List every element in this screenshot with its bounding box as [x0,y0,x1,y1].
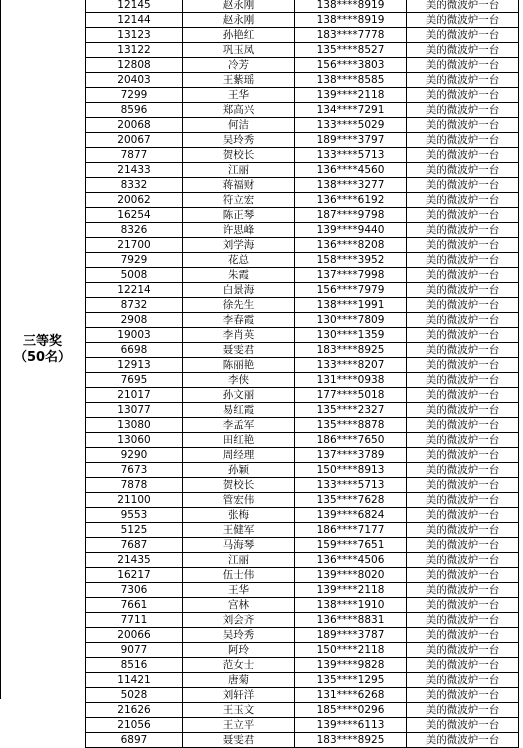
winner-name-cell: 阿玲 [183,643,295,658]
table-row [86,193,519,208]
winner-name-cell: 陈正琴 [183,208,295,223]
winner-id-cell: 9077 [86,643,183,658]
winner-name-cell: 吴玲秀 [183,628,295,643]
winner-name-cell: 王立平 [183,718,295,733]
prize-count: （50名） [13,349,72,365]
table-row [86,178,519,193]
table-row [86,328,519,343]
winner-prize-cell: 美的微波炉一台 [407,0,519,13]
winner-prize-cell: 美的微波炉一台 [407,283,519,298]
winner-prize-cell: 美的微波炉一台 [407,433,519,448]
winner-name-cell: 何洁 [183,118,295,133]
winner-prize-cell: 美的微波炉一台 [407,673,519,688]
winner-id-cell: 19003 [86,328,183,343]
winner-phone-cell: 137****3789 [295,448,407,463]
winner-name-cell: 田红艳 [183,433,295,448]
winner-name-cell: 贺校长 [183,478,295,493]
table-row [86,253,519,268]
winner-prize-cell: 美的微波炉一台 [407,88,519,103]
table-row [86,358,519,373]
winner-prize-cell: 美的微波炉一台 [407,358,519,373]
winner-id-cell: 7878 [86,478,183,493]
winner-prize-cell: 美的微波炉一台 [407,598,519,613]
winner-phone-cell: 138****3277 [295,178,407,193]
winner-id-cell: 13077 [86,403,183,418]
winner-prize-cell: 美的微波炉一台 [407,568,519,583]
winner-name-cell: 易红霞 [183,403,295,418]
winner-id-cell: 8596 [86,103,183,118]
winner-phone-cell: 131****0938 [295,373,407,388]
winner-id-cell: 8516 [86,658,183,673]
table-row [86,223,519,238]
winner-prize-cell: 美的微波炉一台 [407,448,519,463]
winner-id-cell: 13123 [86,28,183,43]
winner-prize-cell: 美的微波炉一台 [407,13,519,28]
winner-id-cell: 20062 [86,193,183,208]
table-row [86,298,519,313]
winner-prize-cell: 美的微波炉一台 [407,28,519,43]
winner-phone-cell: 136****4506 [295,553,407,568]
winner-phone-cell: 139****2118 [295,88,407,103]
winner-phone-cell: 139****6113 [295,718,407,733]
table-row [86,0,519,13]
winner-name-cell: 冷芳 [183,58,295,73]
table-row [86,658,519,673]
table-row [86,238,519,253]
table-row [86,478,519,493]
table-row [86,148,519,163]
winner-phone-cell: 136****8208 [295,238,407,253]
winner-name-cell: 张梅 [183,508,295,523]
winner-prize-cell: 美的微波炉一台 [407,553,519,568]
winner-prize-cell: 美的微波炉一台 [407,238,519,253]
table-row [86,208,519,223]
winner-id-cell: 8732 [86,298,183,313]
table-row [86,313,519,328]
winner-prize-cell: 美的微波炉一台 [407,313,519,328]
winner-id-cell: 12145 [86,0,183,13]
winner-name-cell: 李肖英 [183,328,295,343]
winner-id-cell: 7687 [86,538,183,553]
winner-name-cell: 宫林 [183,598,295,613]
winner-id-cell: 20068 [86,118,183,133]
winner-id-cell: 7711 [86,613,183,628]
winner-phone-cell: 135****8878 [295,418,407,433]
winner-phone-cell: 150****2118 [295,643,407,658]
winner-name-cell: 马海琴 [183,538,295,553]
winner-phone-cell: 183****7778 [295,28,407,43]
winner-phone-cell: 139****8020 [295,568,407,583]
table-row [86,628,519,643]
table-row [86,373,519,388]
table-row [86,598,519,613]
winner-id-cell: 20403 [86,73,183,88]
table-row [86,493,519,508]
winner-phone-cell: 136****8831 [295,613,407,628]
table-row [86,568,519,583]
winner-name-cell: 徐先生 [183,298,295,313]
winner-phone-cell: 139****9828 [295,658,407,673]
winner-id-cell: 6897 [86,733,183,748]
winner-prize-cell: 美的微波炉一台 [407,268,519,283]
table-row [86,733,519,748]
winner-name-cell: 王玉文 [183,703,295,718]
table-row [86,703,519,718]
winner-id-cell: 21100 [86,493,183,508]
winner-name-cell: 巩玉凤 [183,43,295,58]
winner-name-cell: 朱霞 [183,268,295,283]
winner-phone-cell: 189****3787 [295,628,407,643]
table-row [86,508,519,523]
winner-name-cell: 李春霞 [183,313,295,328]
winner-phone-cell: 185****0296 [295,703,407,718]
winner-id-cell: 8332 [86,178,183,193]
winner-name-cell: 孙颖 [183,463,295,478]
winner-phone-cell: 158****3952 [295,253,407,268]
winner-id-cell: 11421 [86,673,183,688]
winner-prize-cell: 美的微波炉一台 [407,253,519,268]
winner-prize-cell: 美的微波炉一台 [407,628,519,643]
winner-phone-cell: 189****3797 [295,133,407,148]
winner-id-cell: 20066 [86,628,183,643]
winner-phone-cell: 183****8925 [295,343,407,358]
winner-phone-cell: 137****7998 [295,268,407,283]
winner-id-cell: 7695 [86,373,183,388]
winner-prize-cell: 美的微波炉一台 [407,148,519,163]
winner-phone-cell: 139****9440 [295,223,407,238]
winner-name-cell: 唐菊 [183,673,295,688]
winner-name-cell: 王华 [183,583,295,598]
table-row [86,553,519,568]
winner-phone-cell: 134****7291 [295,103,407,118]
winner-prize-cell: 美的微波炉一台 [407,208,519,223]
winner-prize-cell: 美的微波炉一台 [407,118,519,133]
winner-name-cell: 赵永刚 [183,0,295,13]
winner-name-cell: 范女士 [183,658,295,673]
winner-id-cell: 20067 [86,133,183,148]
winner-phone-cell: 138****8919 [295,13,407,28]
winner-phone-cell: 133****5029 [295,118,407,133]
winner-phone-cell: 139****2118 [295,583,407,598]
winner-prize-cell: 美的微波炉一台 [407,58,519,73]
winner-prize-cell: 美的微波炉一台 [407,193,519,208]
winner-id-cell: 13122 [86,43,183,58]
winner-prize-cell: 美的微波炉一台 [407,493,519,508]
winner-id-cell: 13060 [86,433,183,448]
winner-prize-cell: 美的微波炉一台 [407,343,519,358]
winner-id-cell: 7673 [86,463,183,478]
winner-name-cell: 江丽 [183,553,295,568]
winner-phone-cell: 135****2327 [295,403,407,418]
winner-name-cell: 江丽 [183,163,295,178]
winner-prize-cell: 美的微波炉一台 [407,538,519,553]
winner-prize-cell: 美的微波炉一台 [407,373,519,388]
winner-name-cell: 蒋福财 [183,178,295,193]
winner-id-cell: 12808 [86,58,183,73]
winner-name-cell: 白景海 [183,283,295,298]
table-row [86,403,519,418]
winner-name-cell: 王紫瑶 [183,73,295,88]
table-row [86,538,519,553]
winner-phone-cell: 131****6268 [295,688,407,703]
table-row [86,133,519,148]
winner-prize-cell: 美的微波炉一台 [407,583,519,598]
winner-id-cell: 7877 [86,148,183,163]
winner-phone-cell: 150****8913 [295,463,407,478]
table-row [86,583,519,598]
winner-prize-cell: 美的微波炉一台 [407,178,519,193]
winner-phone-cell: 135****1295 [295,673,407,688]
winner-prize-cell: 美的微波炉一台 [407,328,519,343]
winner-name-cell: 赵永刚 [183,13,295,28]
winner-prize-cell: 美的微波炉一台 [407,163,519,178]
winner-name-cell: 孙文丽 [183,388,295,403]
winner-name-cell: 刘会齐 [183,613,295,628]
winner-prize-cell: 美的微波炉一台 [407,733,519,748]
winner-name-cell: 李孟军 [183,418,295,433]
winner-id-cell: 5028 [86,688,183,703]
winner-prize-cell: 美的微波炉一台 [407,688,519,703]
winner-name-cell: 许思峰 [183,223,295,238]
winner-name-cell: 王华 [183,88,295,103]
winner-prize-cell: 美的微波炉一台 [407,133,519,148]
winner-id-cell: 7661 [86,598,183,613]
winner-prize-cell: 美的微波炉一台 [407,523,519,538]
winner-name-cell: 贺校长 [183,148,295,163]
winner-id-cell: 5008 [86,268,183,283]
winner-name-cell: 符立宏 [183,193,295,208]
winner-id-cell: 12214 [86,283,183,298]
table-row [86,73,519,88]
winner-name-cell: 管宏伟 [183,493,295,508]
table-row [86,268,519,283]
winner-phone-cell: 186****7177 [295,523,407,538]
winner-phone-cell: 159****7651 [295,538,407,553]
winner-id-cell: 12144 [86,13,183,28]
winner-prize-cell: 美的微波炉一台 [407,403,519,418]
winner-name-cell: 郑高兴 [183,103,295,118]
winner-phone-cell: 156****3803 [295,58,407,73]
winner-phone-cell: 133****5713 [295,478,407,493]
winner-phone-cell: 177****5018 [295,388,407,403]
winner-prize-cell: 美的微波炉一台 [407,703,519,718]
winner-id-cell: 13080 [86,418,183,433]
winner-name-cell: 周经理 [183,448,295,463]
winner-id-cell: 21700 [86,238,183,253]
winner-id-cell: 21433 [86,163,183,178]
winner-phone-cell: 156****7979 [295,283,407,298]
table-row [86,103,519,118]
table-row [86,643,519,658]
winner-id-cell: 6698 [86,343,183,358]
winner-name-cell: 刘轩洋 [183,688,295,703]
table-row [86,88,519,103]
winner-phone-cell: 187****9798 [295,208,407,223]
winner-id-cell: 7306 [86,583,183,598]
winner-name-cell: 孙艳红 [183,28,295,43]
winner-name-cell: 李侠 [183,373,295,388]
prize-tier-cell [0,0,85,699]
winner-phone-cell: 135****8527 [295,43,407,58]
table-row [86,433,519,448]
table-row [86,448,519,463]
winner-id-cell: 7299 [86,88,183,103]
winner-phone-cell: 138****8585 [295,73,407,88]
winner-prize-cell: 美的微波炉一台 [407,73,519,88]
winner-id-cell: 21626 [86,703,183,718]
winner-id-cell: 21017 [86,388,183,403]
winners-table [85,0,519,748]
winner-phone-cell: 186****7650 [295,433,407,448]
winner-name-cell: 花总 [183,253,295,268]
winner-prize-cell: 美的微波炉一台 [407,508,519,523]
winner-prize-cell: 美的微波炉一台 [407,223,519,238]
winner-prize-cell: 美的微波炉一台 [407,478,519,493]
winner-id-cell: 16254 [86,208,183,223]
winner-id-cell: 16217 [86,568,183,583]
winner-phone-cell: 136****4560 [295,163,407,178]
winner-id-cell: 9553 [86,508,183,523]
winner-id-cell: 8326 [86,223,183,238]
winner-phone-cell: 183****8925 [295,733,407,748]
winner-phone-cell: 130****7809 [295,313,407,328]
winner-prize-cell: 美的微波炉一台 [407,463,519,478]
table-row [86,523,519,538]
table-row [86,718,519,733]
winner-id-cell: 2908 [86,313,183,328]
winner-phone-cell: 130****1359 [295,328,407,343]
prize-label: 三等奖 [22,333,62,349]
table-row [86,283,519,298]
winner-name-cell: 刘学海 [183,238,295,253]
winner-phone-cell: 133****8207 [295,358,407,373]
winner-prize-cell: 美的微波炉一台 [407,613,519,628]
winner-phone-cell: 133****5713 [295,148,407,163]
winner-id-cell: 21056 [86,718,183,733]
winner-id-cell: 9290 [86,448,183,463]
winner-prize-cell: 美的微波炉一台 [407,718,519,733]
winner-id-cell: 7929 [86,253,183,268]
winner-id-cell: 21435 [86,553,183,568]
winner-name-cell: 聂雯君 [183,343,295,358]
table-row [86,343,519,358]
winner-prize-cell: 美的微波炉一台 [407,418,519,433]
winner-prize-cell: 美的微波炉一台 [407,103,519,118]
winner-phone-cell: 136****6192 [295,193,407,208]
winner-phone-cell: 138****1910 [295,598,407,613]
winner-name-cell: 王健军 [183,523,295,538]
winner-prize-cell: 美的微波炉一台 [407,643,519,658]
winner-name-cell: 陈丽艳 [183,358,295,373]
table-row [86,463,519,478]
table-row [86,28,519,43]
winners-table-body [86,0,519,748]
winner-prize-cell: 美的微波炉一台 [407,43,519,58]
winner-phone-cell: 139****6824 [295,508,407,523]
winner-prize-cell: 美的微波炉一台 [407,658,519,673]
winner-name-cell: 聂雯君 [183,733,295,748]
table-row [86,688,519,703]
table-row [86,388,519,403]
table-row [86,613,519,628]
table-row [86,673,519,688]
winner-phone-cell: 138****8919 [295,0,407,13]
table-row [86,118,519,133]
table-row [86,418,519,433]
winner-prize-cell: 美的微波炉一台 [407,298,519,313]
winner-phone-cell: 135****7628 [295,493,407,508]
table-row [86,43,519,58]
table-row [86,58,519,73]
table-row [86,13,519,28]
winner-name-cell: 伍士伟 [183,568,295,583]
winner-phone-cell: 138****1991 [295,298,407,313]
winner-id-cell: 12913 [86,358,183,373]
winner-prize-cell: 美的微波炉一台 [407,388,519,403]
winner-id-cell: 5125 [86,523,183,538]
table-border-left [0,0,1,699]
table-row [86,163,519,178]
winner-name-cell: 吴玲秀 [183,133,295,148]
